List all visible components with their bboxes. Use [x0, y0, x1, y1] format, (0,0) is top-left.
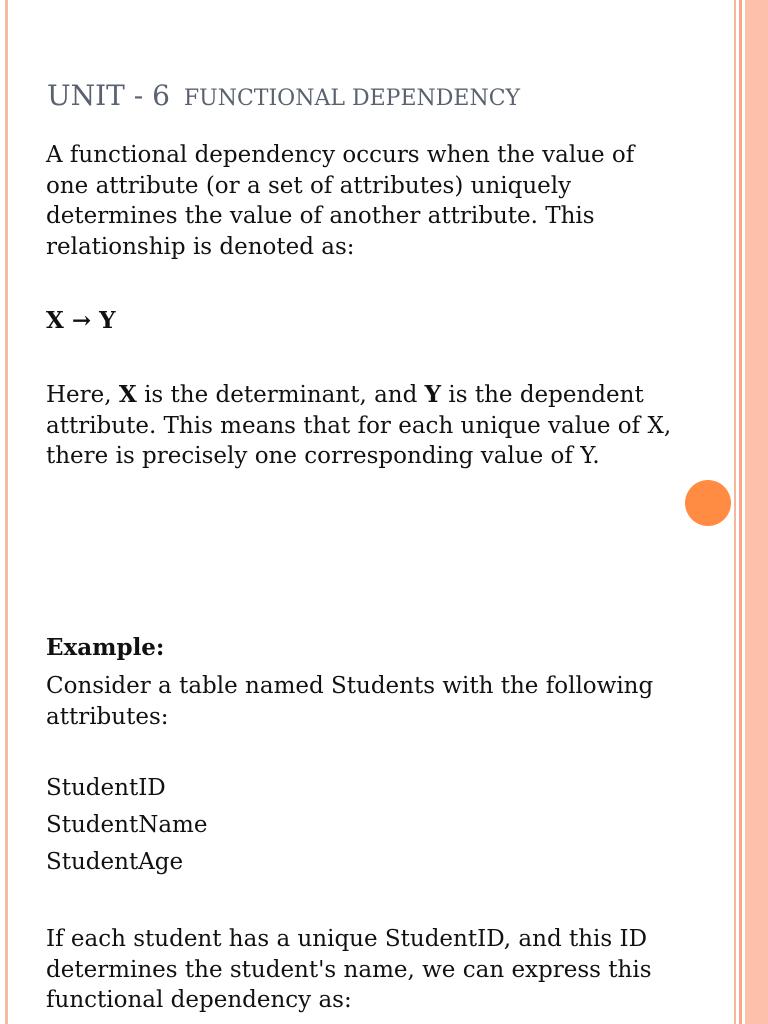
dependent-y: Y	[424, 381, 442, 408]
stripe-wide	[745, 0, 768, 1024]
title-unit: UNIT - 6	[47, 79, 170, 112]
title-topic: FUNCTIONAL DEPENDENCY	[183, 86, 521, 111]
right-decorative-stripes	[734, 0, 768, 1024]
left-border-line	[5, 0, 8, 1024]
stripe-medium	[739, 0, 742, 1024]
notation-formula: X → Y	[46, 307, 116, 334]
explanation-paragraph: Here, X is the determinant, and Y is the dependent attribute. This means that for each unique value of X, there is precisely one corresponding value of Y.	[46, 381, 672, 469]
determinant-x: X	[118, 381, 137, 408]
attribute-item: StudentName	[46, 812, 208, 838]
stripe-thin	[734, 0, 736, 1024]
attribute-item: StudentAge	[46, 849, 184, 875]
conclusion-paragraph: If each student has a unique StudentID, and this ID determines the student's name, we can express this functional dependency as:	[46, 926, 652, 1013]
attribute-item: StudentID	[46, 775, 166, 801]
orange-dot-decoration	[685, 480, 731, 526]
intro-paragraph: A functional dependency occurs when the value of one attribute (or a set of attributes) uniquely determines the value of another attribute. This relationship is denoted as:	[46, 142, 635, 260]
example-intro: Consider a table named Students with the following attributes:	[46, 673, 654, 730]
example-heading: Example:	[46, 634, 165, 661]
slide-title	[47, 79, 520, 112]
